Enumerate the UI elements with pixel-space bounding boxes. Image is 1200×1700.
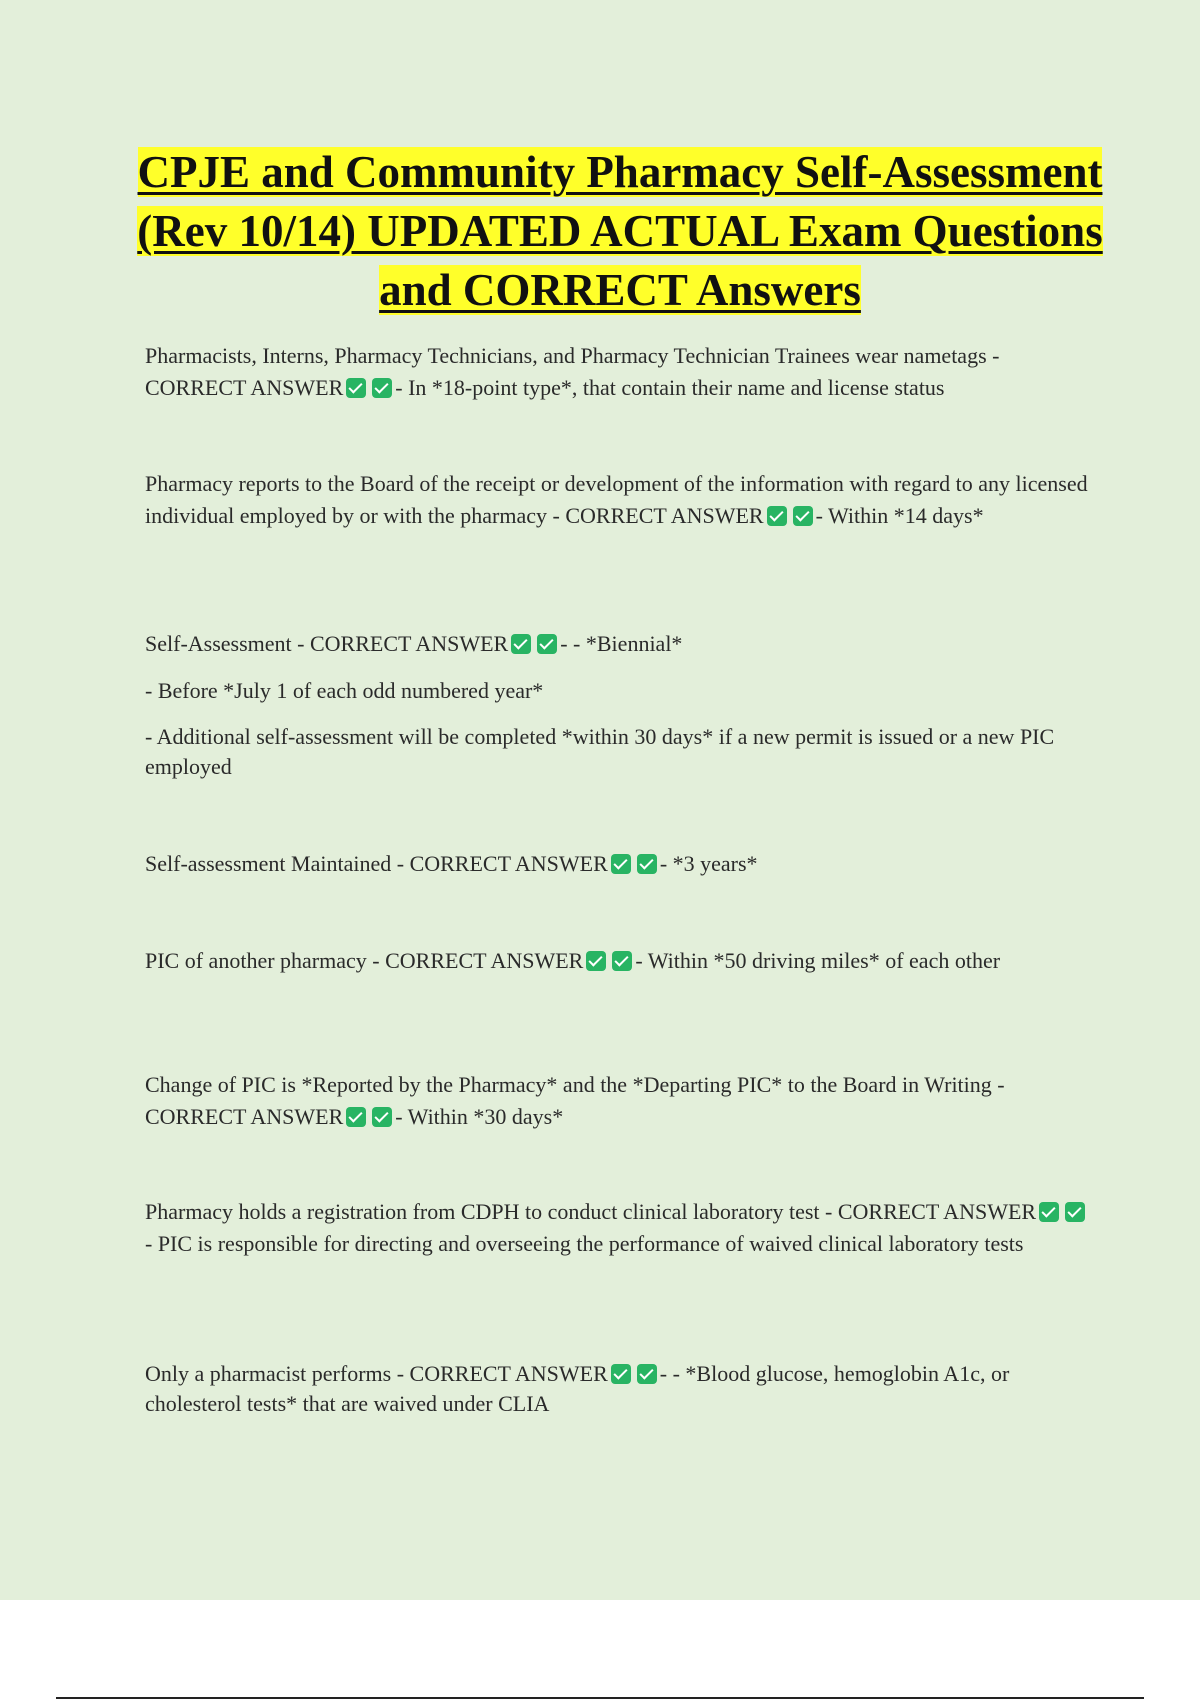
document-title (130, 143, 1110, 320)
check-mark-icon (1065, 1202, 1085, 1222)
question-text: Pharmacists, Interns, Pharmacy Technicians, and Pharmacy Technician Trainees wear nametags - (145, 343, 1000, 368)
check-mark-icon (612, 951, 632, 971)
check-mark-icon (537, 634, 557, 654)
answer-label: CORRECT ANSWER (409, 1361, 608, 1386)
qa-item-7 (145, 1196, 1090, 1260)
check-mark-icon (637, 1364, 657, 1384)
answer-text: - Within *30 days* (395, 1104, 564, 1129)
answer-label: CORRECT ANSWER (837, 1199, 1037, 1224)
answer-label: CORRECT ANSWER (565, 503, 764, 528)
check-mark-icon (611, 854, 631, 874)
qa-item-3-detail-2: - Additional self-assessment will be completed *within 30 days* if a new permit is issued or a new PIC employed (145, 724, 1055, 779)
question-text: Pharmacy holds a registration from CDPH to conduct clinical laboratory test - (145, 1199, 838, 1224)
question-text: Change of PIC is *Reported by the Pharmacy* and the *Departing PIC* to the Board in Writing - (145, 1072, 1005, 1097)
answer-text: - - *Biennial* (560, 631, 683, 656)
qa-item-8 (145, 1359, 1090, 1419)
answer-label: CORRECT ANSWER (145, 375, 344, 400)
question-text: Only a pharmacist performs - (145, 1361, 410, 1386)
check-mark-icon (637, 854, 657, 874)
answer-text: - - *Blood glucose, hemoglobin A1c, or cholesterol tests* that are waived under CLIA (145, 1361, 1010, 1416)
check-mark-icon (346, 1107, 366, 1127)
check-mark-icon (767, 506, 787, 526)
answer-label: CORRECT ANSWER (385, 948, 584, 973)
question-text: Self-assessment Maintained - (145, 851, 410, 876)
footer-divider (56, 1697, 1144, 1699)
check-mark-icon (793, 506, 813, 526)
qa-item-6 (145, 1069, 1090, 1133)
answer-label: CORRECT ANSWER (309, 631, 509, 656)
question-text: PIC of another pharmacy - (145, 948, 386, 973)
qa-item-5 (145, 946, 1090, 976)
question-text: Pharmacy reports to the Board of the receipt or development of the information with regard to any licensed individual employed by or with the pharmacy - (145, 471, 1088, 528)
check-mark-icon (511, 634, 531, 654)
check-mark-icon (1039, 1202, 1059, 1222)
answer-text: - Within *14 days* (815, 503, 984, 528)
answer-label: CORRECT ANSWER (145, 1104, 344, 1129)
check-mark-icon (372, 378, 392, 398)
answer-text: - Within *50 driving miles* of each other (635, 948, 1001, 973)
qa-item-3-detail-1: - Before *July 1 of each odd numbered year* (145, 678, 544, 703)
qa-item-1 (145, 340, 1090, 404)
qa-item-2 (145, 468, 1090, 532)
answer-label: CORRECT ANSWER (409, 851, 608, 876)
check-mark-icon (346, 378, 366, 398)
check-mark-icon (611, 1364, 631, 1384)
qa-item-4 (145, 848, 1090, 880)
question-text: Self-Assessment - (145, 631, 310, 656)
answer-text: - PIC is responsible for directing and overseeing the performance of waived clinical laboratory tests (145, 1231, 1024, 1256)
answer-text: - *3 years* (659, 851, 758, 876)
title-highlight: CPJE and Community Pharmacy Self-Assessment (Rev 10/14) UPDATED ACTUAL Exam Questions and CORRECT Answers (137, 147, 1103, 315)
qa-item-3 (145, 628, 1090, 660)
answer-text: - In *18-point type*, that contain their name and license status (395, 375, 945, 400)
check-mark-icon (586, 951, 606, 971)
check-mark-icon (372, 1107, 392, 1127)
